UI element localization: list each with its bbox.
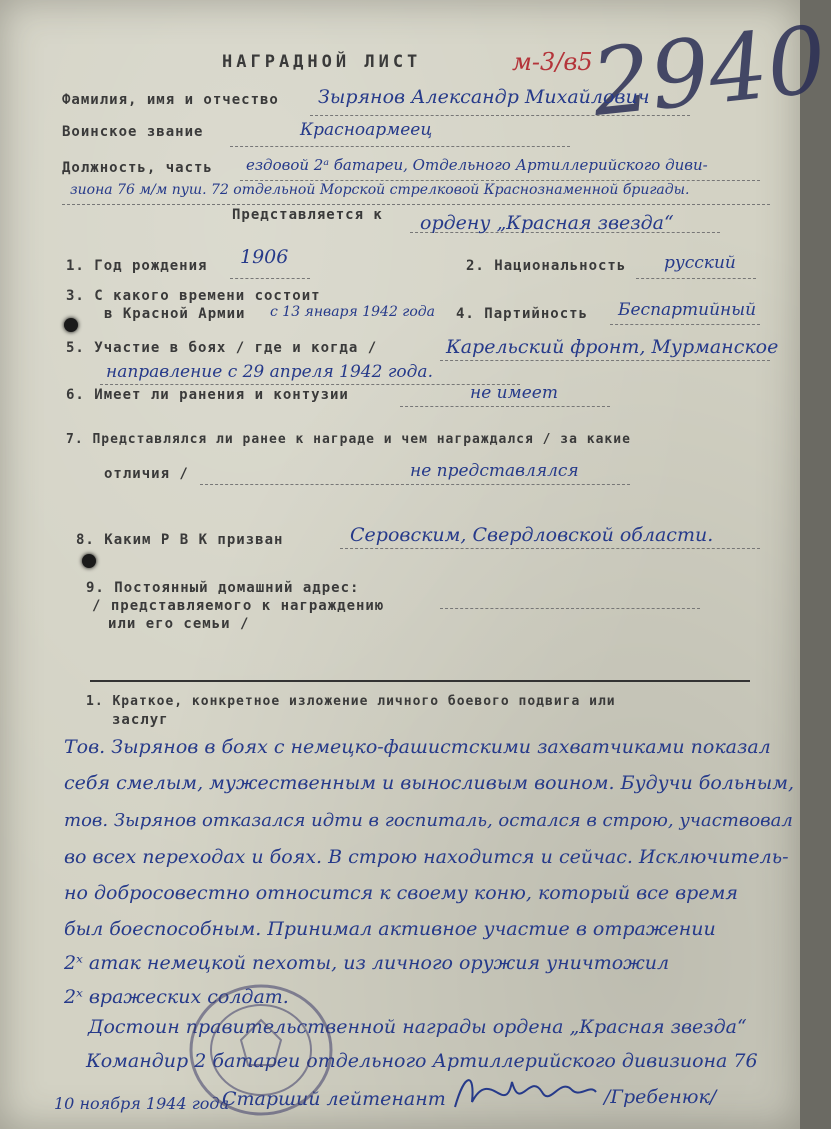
feat-line-3: тов. Зырянов отказался идти в госпиталь, остался в строю, участвовал: [64, 810, 793, 831]
prev-awards-label-1: 7. Представлялся ли ранее к награде и чем награждался / за какие: [66, 432, 631, 447]
rvk-underline: [340, 548, 760, 549]
army-label-2: в Красной Армии: [104, 306, 246, 322]
rank-label: Воинское звание: [62, 124, 204, 140]
rank-underline: [230, 146, 570, 147]
feat-line-2: себя смелым, мужественным и выносливым воином. Будучи больным,: [64, 772, 795, 794]
fio-underline: [310, 115, 690, 116]
position-underline-2: [62, 204, 770, 205]
position-value-2: зиона 76 м/м пуш. 72 отдельной Морской стрелковой Краснознаменной бригады.: [70, 182, 690, 198]
punch-hole-bottom: [82, 554, 96, 568]
battles-underline-1: [440, 360, 770, 361]
feat-signer-name: /Гребенюк/: [604, 1086, 717, 1108]
section-separator: [90, 680, 750, 682]
presented-label: Представляется к: [232, 207, 383, 223]
party-underline: [610, 324, 760, 325]
archive-code: м-3/в5: [512, 48, 593, 76]
battles-value-2: направление с 29 апреля 1942 года.: [106, 362, 433, 382]
signature: [450, 1062, 600, 1122]
battles-underline-2: [100, 384, 520, 385]
feat-line-8: 2ˣ вражеских солдат.: [64, 986, 289, 1008]
feat-line-7: 2ˣ атак немецкой пехоты, из личного оружия уничтожил: [64, 952, 670, 974]
prev-awards-label-2: отличия /: [104, 466, 189, 482]
feat-line-1: Тов. Зырянов в боях с немецко-фашистскими захватчиками показал: [64, 736, 771, 758]
archive-big-number: 2940: [587, 6, 831, 137]
party-label: 4. Партийность: [456, 306, 589, 322]
position-value-1: ездовой 2ᵃ батареи, Отдельного Артиллерийского диви-: [246, 156, 708, 174]
birth-underline: [230, 278, 310, 279]
feat-date: 10 ноября 1944 года: [54, 1094, 230, 1113]
address-underline: [440, 608, 700, 609]
nationality-label: 2. Национальность: [466, 258, 627, 274]
position-label: Должность, часть: [62, 160, 213, 176]
address-label-3: или его семьи /: [108, 616, 250, 632]
battles-value-1: Карельский фронт, Мурманское: [446, 336, 779, 358]
birth-label: 1. Год рождения: [66, 258, 208, 274]
prev-awards-value: не представлялся: [410, 461, 579, 481]
party-value: Беспартийный: [618, 300, 757, 320]
army-label-1: 3. С какого времени состоит: [66, 288, 321, 304]
address-label-2: / представляемого к награждению: [92, 598, 385, 614]
address-label-1: 9. Постоянный домашний адрес:: [86, 580, 360, 596]
birth-value: 1906: [240, 246, 289, 268]
round-stamp: [186, 980, 336, 1120]
feat-label-1: 1. Краткое, конкретное изложение личного боевого подвига или: [86, 694, 616, 709]
rank-value: Красноармеец: [300, 120, 433, 140]
prev-awards-underline: [200, 484, 630, 485]
rvk-label: 8. Каким Р В К призван: [76, 532, 284, 548]
feat-commander: Командир 2 батареи отдельного Артиллерийского дивизиона 76: [86, 1050, 758, 1072]
nationality-value: русский: [664, 253, 736, 273]
feat-label-2: заслуг: [112, 712, 169, 728]
presented-value: ордену „Красная звезда“: [420, 212, 674, 234]
feat-worthy: Достоин правительственной награды ордена „Красная звезда“: [88, 1016, 747, 1038]
army-value: с 13 января 1942 года: [270, 304, 436, 320]
feat-line-6: был боеспособным. Принимал активное участие в отражении: [64, 918, 716, 940]
rvk-value: Серовским, Свердловской области.: [350, 524, 714, 546]
feat-line-4: во всех переходах и боях. В строю находится и сейчас. Исключитель-: [64, 846, 789, 868]
punch-hole-top: [64, 318, 78, 332]
wounds-label: 6. Имеет ли ранения и контузии: [66, 387, 349, 403]
feat-line-5: но добросовестно относится к своему коню, который все время: [64, 882, 738, 904]
nationality-underline: [636, 278, 756, 279]
wounds-underline: [400, 406, 610, 407]
fio-label: Фамилия, имя и отчество: [62, 92, 279, 108]
feat-signer-rank: Старший лейтенант: [222, 1088, 446, 1110]
position-underline-1: [240, 180, 760, 181]
wounds-value: не имеет: [470, 383, 558, 403]
fio-value: Зырянов Александр Михайлович: [318, 86, 650, 108]
document-title: НАГРАДНОЙ ЛИСТ: [222, 52, 422, 72]
battles-label: 5. Участие в боях / где и когда /: [66, 340, 378, 356]
